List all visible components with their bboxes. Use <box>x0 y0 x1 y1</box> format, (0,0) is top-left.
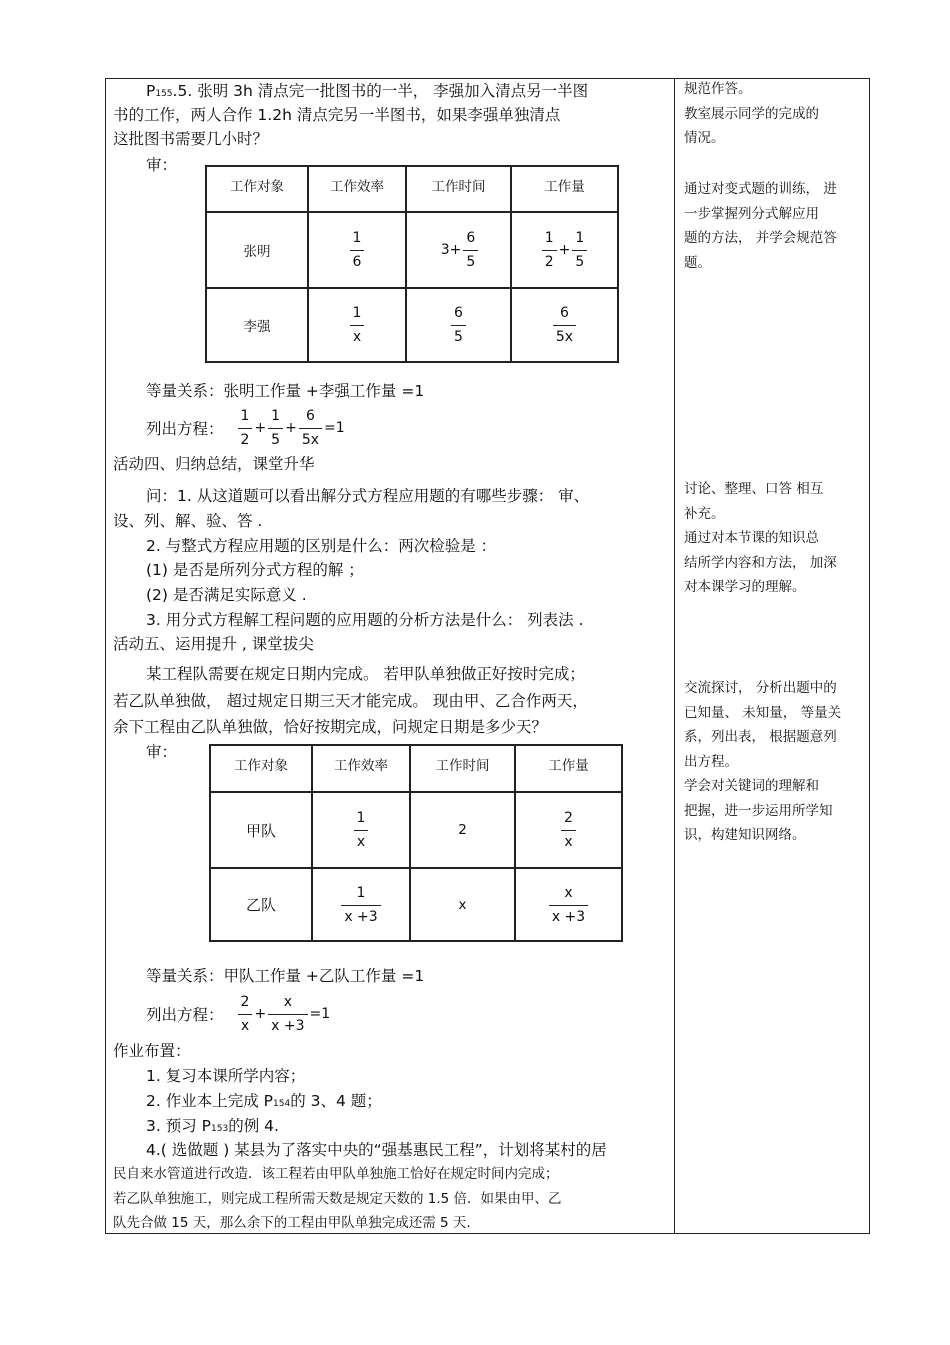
problem-line-3: 这批图书需要几小时？ <box>113 130 269 148</box>
work-table-1 <box>205 165 619 363</box>
homework-item-3: 3. 预习 P153的例 4. <box>146 1117 279 1135</box>
equation-label: 列出方程： <box>146 1006 224 1024</box>
cell-efficiency: $\frac{1}{x +3}$ <box>312 868 410 941</box>
row-label-li: 李强 <box>206 288 308 362</box>
cell-time: 3+ $\frac{6}{5}$ <box>406 212 511 288</box>
equation-2: 列出方程： $\frac{2}{x}$ + $\frac{x}{x +3}$ =1 <box>146 994 331 1034</box>
table-row <box>206 288 618 362</box>
homework-item-4-line-2: 民自来水管道进行改造．该工程若由甲队单独施工恰好在规定时间内完成； <box>113 1166 559 1182</box>
note-block-4: 交流探讨， 分析出题中的 已知量、 未知量， 等量关 系，列出表， 根据题意列 出方程。 学会对关键词的理解和 把握，进一步运用所学知 识，构建知识网络。 <box>684 680 842 843</box>
table-header: 工作效率 <box>308 166 406 212</box>
cell-workload: $\frac{2}{x}$ <box>515 792 622 868</box>
equality-relation-1: 等量关系：张明工作量 +李强工作量 =1 <box>146 382 425 400</box>
activity-4-title: 活动四、归纳总结，课堂升华 <box>113 455 315 473</box>
homework-title: 作业布置： <box>113 1042 191 1060</box>
shen-label-1: 审： <box>146 156 178 174</box>
question-1b: 设、列、解、验、答 . <box>113 512 263 530</box>
table-header: 工作对象 <box>206 166 308 212</box>
table-row <box>210 792 622 868</box>
cell-time: x <box>410 868 515 941</box>
activity-5-title: 活动五、运用提升 , 课堂拔尖 <box>113 635 314 653</box>
cell-time: $\frac{6}{5}$ <box>406 288 511 362</box>
homework-item-4-line-1: 4.( 选做题 ) 某县为了落实中央的“强基惠民工程”，计划将某村的居 <box>146 1141 607 1159</box>
row-label-yi: 乙队 <box>210 868 312 941</box>
table-header: 工作时间 <box>410 745 515 792</box>
table-header: 工作时间 <box>406 166 511 212</box>
question-2: 2. 与整式方程应用题的区别是什么：两次检验是 ： <box>146 537 497 555</box>
cell-efficiency: $\frac{1}{x}$ <box>312 792 410 868</box>
question-2-item-2: (2) 是否满足实际意义 . <box>146 586 307 604</box>
equation-label: 列出方程： <box>146 420 224 438</box>
homework-item-1: 1. 复习本课所学内容； <box>146 1067 306 1085</box>
table-header: 工作对象 <box>210 745 312 792</box>
equation-1: 列出方程： $\frac{1}{2}$ + $\frac{1}{5}$ + $\frac{6}{5x}$ =1 <box>146 408 345 448</box>
row-label-jia: 甲队 <box>210 792 312 868</box>
exercise-line-2: 若乙队单独做， 超过规定日期三天才能完成。 现由甲、乙合作两天， <box>113 692 588 710</box>
table-header: 工作量 <box>515 745 622 792</box>
question-1a: 问：1. 从这道题可以看出解分式方程应用题的有哪些步骤： 审、 <box>146 487 590 505</box>
problem-line-1: P155.5. 张明 3h 清点完一批图书的一半， 李强加入清点另一半图 <box>146 82 589 100</box>
table-row <box>206 212 618 288</box>
shen-label-2: 审： <box>146 743 178 761</box>
exercise-line-1: 某工程队需要在规定日期内完成。 若甲队单独做正好按时完成； <box>146 665 585 683</box>
table-header: 工作效率 <box>312 745 410 792</box>
cell-time: 2 <box>410 792 515 868</box>
column-divider <box>674 78 675 1234</box>
homework-item-2: 2. 作业本上完成 P154的 3、4 题； <box>146 1092 382 1110</box>
cell-efficiency: $\frac{1}{x}$ <box>308 288 406 362</box>
note-block-2: 通过对变式题的训练， 进 一步掌握列分式解应用 题的方法， 并学会规范答 题。 <box>684 181 837 271</box>
table-row <box>210 868 622 941</box>
homework-item-4-line-4: 队先合做 15 天，那么余下的工程由甲队单独完成还需 5 天. <box>113 1215 471 1231</box>
cell-workload: $\frac{6}{5x}$ <box>511 288 618 362</box>
question-3: 3. 用分式方程解工程问题的应用题的分析方法是什么： 列表法 . <box>146 611 584 629</box>
note-block-3: 讨论、整理、口答 相互 补充。 通过对本节课的知识总 结所学内容和方法， 加深 对本课学习的理解。 <box>684 481 837 595</box>
problem-line-2: 书的工作，两人合作 1.2h 清点完另一半图书，如果李强单独清点 <box>113 106 561 124</box>
question-2-item-1: (1) 是否是所列分式方程的解 ； <box>146 561 364 579</box>
cell-workload: $\frac{1}{2}$ + $\frac{1}{5}$ <box>511 212 618 288</box>
cell-efficiency: $\frac{1}{6}$ <box>308 212 406 288</box>
cell-workload: $\frac{x}{x +3}$ <box>515 868 622 941</box>
exercise-line-3: 余下工程由乙队单独做，恰好按期完成，问规定日期是多少天？ <box>113 718 548 736</box>
homework-item-4-line-3: 若乙队单独施工，则完成工程所需天数是规定天数的 1.5 倍．如果由甲、乙 <box>113 1191 562 1207</box>
note-block-1: 规范作答。 教室展示同学的完成的 情况。 <box>684 81 819 146</box>
work-table-2 <box>209 744 623 942</box>
equality-relation-2: 等量关系：甲队工作量 +乙队工作量 =1 <box>146 967 425 985</box>
table-header: 工作量 <box>511 166 618 212</box>
row-label-zhang: 张明 <box>206 212 308 288</box>
